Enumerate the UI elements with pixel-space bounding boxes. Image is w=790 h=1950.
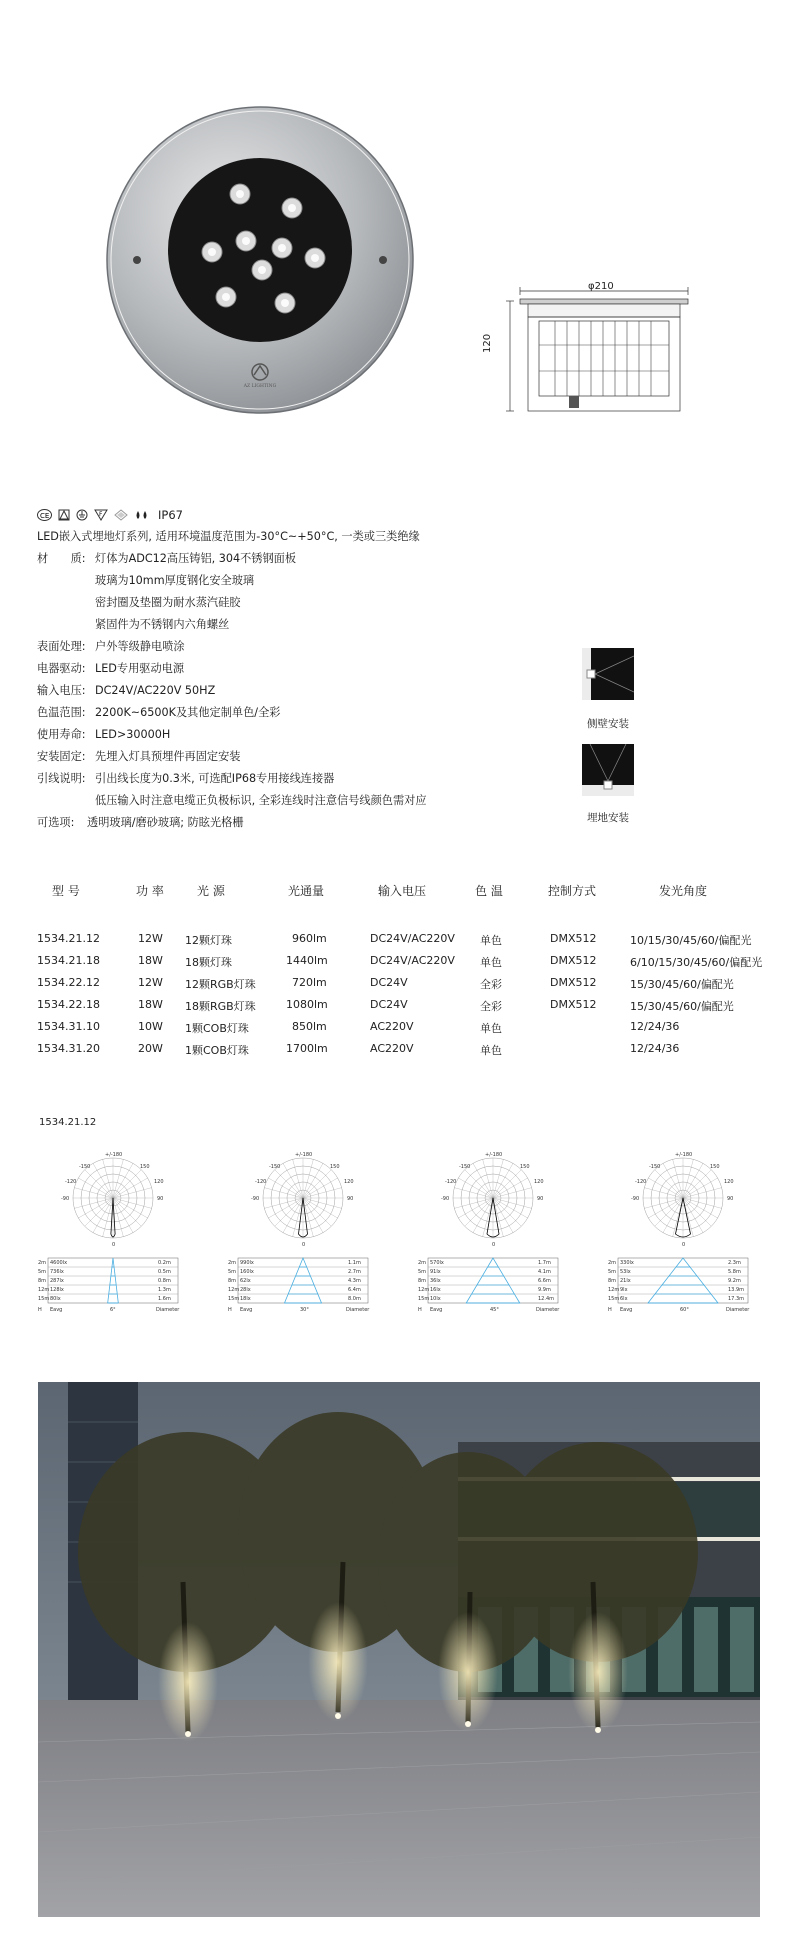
foot-d: Diameter bbox=[346, 1307, 370, 1313]
foot-d: Diameter bbox=[536, 1307, 560, 1313]
height-label: 2m bbox=[608, 1260, 617, 1266]
lux-value: 6lx bbox=[620, 1296, 628, 1302]
foot-h: H bbox=[228, 1307, 232, 1313]
height-label: 2m bbox=[228, 1260, 237, 1266]
cell-voltage: DC24V/AC220V bbox=[370, 954, 455, 967]
cell-power: 10W bbox=[138, 1020, 163, 1033]
spec-driver-label: 电器驱动: bbox=[37, 662, 86, 675]
diameter-value: 6.6m bbox=[538, 1278, 551, 1284]
polar-label: -120 bbox=[65, 1179, 77, 1185]
polar-label: 0 bbox=[302, 1242, 306, 1248]
polar-label: +/-180 bbox=[105, 1152, 123, 1158]
spec-surface-value: 户外等级静电喷涂 bbox=[95, 640, 185, 653]
spec-driver-value: LED专用驱动电源 bbox=[95, 662, 185, 675]
foot-e: Eavg bbox=[240, 1307, 253, 1313]
cell-power: 18W bbox=[138, 954, 163, 967]
polar-label: -150 bbox=[269, 1164, 281, 1170]
cell-control: DMX512 bbox=[550, 954, 597, 967]
height-label: 2m bbox=[418, 1260, 427, 1266]
diameter-value: 9.9m bbox=[538, 1287, 551, 1293]
cell-control: DMX512 bbox=[550, 998, 597, 1011]
plaza-pavement bbox=[38, 1700, 760, 1917]
height-label: 5m bbox=[418, 1269, 427, 1275]
ground-install-label: 埋地安装 bbox=[587, 812, 629, 824]
polar-label: -120 bbox=[445, 1179, 457, 1185]
spec-install-label: 安装固定: bbox=[37, 750, 86, 763]
lux-value: 21lx bbox=[620, 1278, 631, 1284]
polar-label: 150 bbox=[520, 1164, 530, 1170]
height-label: 12m bbox=[608, 1287, 620, 1293]
diamond-icon bbox=[114, 509, 128, 521]
height-label: 5m bbox=[608, 1269, 617, 1275]
cable-gland bbox=[569, 396, 579, 408]
foot-e: Eavg bbox=[620, 1307, 633, 1313]
f-mark-icon bbox=[94, 509, 108, 521]
cell-source: 12颗RGB灯珠 bbox=[185, 978, 256, 991]
lux-value: 990lx bbox=[240, 1260, 254, 1266]
lux-value: 28lx bbox=[240, 1287, 251, 1293]
cell-flux: 850lm bbox=[292, 1020, 327, 1033]
spec-options-label: 可选项: bbox=[37, 816, 75, 829]
diameter-value: 4.3m bbox=[348, 1278, 361, 1284]
wall-install-diagram bbox=[582, 648, 634, 700]
polar-label: 150 bbox=[140, 1164, 150, 1170]
height-label: 5m bbox=[228, 1269, 237, 1275]
diameter-value: 1.1m bbox=[348, 1260, 361, 1266]
spec-cct-label: 色温范围: bbox=[37, 706, 86, 719]
diameter-value: 2.7m bbox=[348, 1269, 361, 1275]
spec-material-line: 玻璃为10mm厚度钢化安全玻璃 bbox=[95, 574, 255, 587]
spec-intro: LED嵌入式埋地灯系列, 适用环境温度范围为-30°C~+50°C, 一类或三类绝缘 bbox=[37, 530, 420, 543]
svg-text:F: F bbox=[99, 511, 103, 518]
foot-h: H bbox=[38, 1307, 42, 1313]
lux-value: 160lx bbox=[240, 1269, 254, 1275]
photometric-diagram bbox=[228, 1148, 378, 1348]
polar-label: 120 bbox=[724, 1179, 734, 1185]
spec-material-line: 密封圈及垫圈为耐水蒸汽硅胶 bbox=[95, 596, 241, 609]
foot-d: Diameter bbox=[156, 1307, 180, 1313]
beam-cone bbox=[108, 1258, 119, 1303]
beam-angle: 45° bbox=[490, 1307, 499, 1313]
diameter-value: 1.7m bbox=[538, 1260, 551, 1266]
beam-cone bbox=[466, 1258, 520, 1303]
cell-beam: 10/15/30/45/60/偏配光 bbox=[630, 934, 752, 947]
diameter-value: 0.2m bbox=[158, 1260, 171, 1266]
cell-source: 1颗COB灯珠 bbox=[185, 1022, 249, 1035]
cell-cct: 单色 bbox=[480, 934, 502, 947]
height-label: 8m bbox=[38, 1278, 47, 1284]
cell-model: 1534.21.18 bbox=[37, 954, 100, 967]
cell-model: 1534.21.12 bbox=[37, 932, 100, 945]
col-header-control: 控制方式 bbox=[548, 884, 597, 898]
dimension-diameter: φ210 bbox=[588, 281, 614, 292]
polar-label: 0 bbox=[492, 1242, 496, 1248]
cell-model: 1534.31.20 bbox=[37, 1042, 100, 1055]
cell-model: 1534.22.12 bbox=[37, 976, 100, 989]
cell-power: 20W bbox=[138, 1042, 163, 1055]
beam-angle: 30° bbox=[300, 1307, 309, 1313]
foot-e: Eavg bbox=[430, 1307, 443, 1313]
polar-label: -120 bbox=[635, 1179, 647, 1185]
brand-logo-text: AZ LIGHTING bbox=[243, 384, 277, 389]
polar-label: 90 bbox=[157, 1196, 164, 1202]
polar-label: 120 bbox=[534, 1179, 544, 1185]
foot-h: H bbox=[608, 1307, 612, 1313]
spec-wire-note: 低压输入时注意电缆正负极标识, 全彩连线时注意信号线颜色需对应 bbox=[95, 794, 427, 807]
cell-source: 18颗RGB灯珠 bbox=[185, 1000, 256, 1013]
lux-value: 128lx bbox=[50, 1287, 64, 1293]
lux-value: 18lx bbox=[240, 1296, 251, 1302]
beam-angle: 6° bbox=[110, 1307, 116, 1313]
polar-label: +/-180 bbox=[295, 1152, 313, 1158]
height-label: 12m bbox=[418, 1287, 430, 1293]
cell-cct: 单色 bbox=[480, 1022, 502, 1035]
lux-value: 91lx bbox=[430, 1269, 441, 1275]
certification-row bbox=[37, 508, 183, 522]
cell-beam: 6/10/15/30/45/60/偏配光 bbox=[630, 956, 763, 969]
diameter-value: 13.9m bbox=[728, 1287, 745, 1293]
polar-label: -120 bbox=[255, 1179, 267, 1185]
polar-label: 90 bbox=[347, 1196, 354, 1202]
black-face-plate bbox=[168, 158, 352, 342]
diameter-value: 8.0m bbox=[348, 1296, 361, 1302]
beam-cone bbox=[648, 1258, 718, 1303]
ip-rating: IP67 bbox=[158, 508, 183, 522]
dimension-height: 120 bbox=[482, 333, 493, 353]
diameter-value: 12.4m bbox=[538, 1296, 555, 1302]
diameter-value: 17.3m bbox=[728, 1296, 745, 1302]
cell-power: 12W bbox=[138, 932, 163, 945]
cell-model: 1534.22.18 bbox=[37, 998, 100, 1011]
ground-icon bbox=[76, 509, 88, 521]
polar-label: -90 bbox=[61, 1196, 70, 1202]
diameter-value: 2.3m bbox=[728, 1260, 741, 1266]
svg-text:CE: CE bbox=[40, 512, 50, 520]
polar-label: 150 bbox=[710, 1164, 720, 1170]
lux-value: 80lx bbox=[50, 1296, 61, 1302]
cell-flux: 1080lm bbox=[286, 998, 328, 1011]
diameter-value: 0.5m bbox=[158, 1269, 171, 1275]
height-label: 5m bbox=[38, 1269, 47, 1275]
cell-source: 12颗灯珠 bbox=[185, 934, 232, 947]
lux-value: 330lx bbox=[620, 1260, 634, 1266]
diameter-value: 0.8m bbox=[158, 1278, 171, 1284]
cell-flux: 1700lm bbox=[286, 1042, 328, 1055]
col-header-source: 光 源 bbox=[197, 884, 225, 898]
cell-beam: 12/24/36 bbox=[630, 1020, 680, 1033]
polar-label: 90 bbox=[727, 1196, 734, 1202]
cell-cct: 单色 bbox=[480, 1044, 502, 1057]
spec-wire-label: 引线说明: bbox=[37, 772, 86, 785]
class3-icon bbox=[58, 509, 70, 521]
beam-cone bbox=[285, 1258, 322, 1303]
spec-surface-label: 表面处理: bbox=[37, 640, 86, 653]
height-label: 2m bbox=[38, 1260, 47, 1266]
spec-install-value: 先埋入灯具预埋件再固定安装 bbox=[95, 750, 241, 763]
col-header-cct: 色 温 bbox=[475, 884, 503, 898]
height-label: 15m bbox=[418, 1296, 430, 1302]
cell-power: 18W bbox=[138, 998, 163, 1011]
height-label: 8m bbox=[608, 1278, 617, 1284]
product-front-view bbox=[100, 100, 420, 420]
lux-value: 570lx bbox=[430, 1260, 444, 1266]
cell-flux: 1440lm bbox=[286, 954, 328, 967]
photometric-diagram bbox=[418, 1148, 568, 1348]
lux-value: 9lx bbox=[620, 1287, 628, 1293]
cell-beam: 15/30/45/60/偏配光 bbox=[630, 1000, 734, 1013]
cell-beam: 15/30/45/60/偏配光 bbox=[630, 978, 734, 991]
spec-voltage-label: 输入电压: bbox=[37, 684, 86, 697]
polar-label: 90 bbox=[537, 1196, 544, 1202]
cell-beam: 12/24/36 bbox=[630, 1042, 680, 1055]
ground-install-diagram bbox=[582, 744, 634, 796]
cell-voltage: AC220V bbox=[370, 1020, 414, 1033]
diameter-value: 6.4m bbox=[348, 1287, 361, 1293]
spec-options-value: 透明玻璃/磨砂玻璃; 防眩光格栅 bbox=[87, 816, 244, 829]
screw-right bbox=[379, 256, 387, 264]
lux-value: 10lx bbox=[430, 1296, 441, 1302]
droplets-icon bbox=[134, 509, 150, 521]
col-header-model: 型 号 bbox=[52, 884, 80, 898]
cell-voltage: DC24V/AC220V bbox=[370, 932, 455, 945]
diameter-value: 1.3m bbox=[158, 1287, 171, 1293]
spec-life-value: LED>30000H bbox=[95, 728, 171, 741]
polar-label: -150 bbox=[459, 1164, 471, 1170]
col-header-flux: 光通量 bbox=[288, 884, 325, 898]
height-label: 15m bbox=[228, 1296, 240, 1302]
ce-mark-icon bbox=[37, 509, 52, 521]
diameter-value: 4.1m bbox=[538, 1269, 551, 1275]
col-header-beam: 发光角度 bbox=[659, 884, 708, 898]
polar-label: 0 bbox=[112, 1242, 116, 1248]
spec-cct-value: 2200K~6500K及其他定制单色/全彩 bbox=[95, 706, 281, 719]
diameter-value: 1.6m bbox=[158, 1296, 171, 1302]
diameter-value: 9.2m bbox=[728, 1278, 741, 1284]
lux-value: 287lx bbox=[50, 1278, 64, 1284]
cell-flux: 960lm bbox=[292, 932, 327, 945]
spec-material-label: 材 质: bbox=[37, 552, 86, 565]
cell-voltage: DC24V bbox=[370, 976, 408, 989]
photometric-model-label: 1534.21.12 bbox=[39, 1117, 97, 1128]
col-header-voltage: 输入电压 bbox=[378, 884, 427, 898]
height-label: 15m bbox=[38, 1296, 50, 1302]
spec-wire-value: 引出线长度为0.3米, 可选配IP68专用接线连接器 bbox=[95, 772, 335, 785]
cell-control: DMX512 bbox=[550, 976, 597, 989]
polar-label: -90 bbox=[251, 1196, 260, 1202]
spec-material-line: 紧固件为不锈钢内六角螺丝 bbox=[95, 618, 230, 631]
polar-label: -90 bbox=[631, 1196, 640, 1202]
lux-value: 62lx bbox=[240, 1278, 251, 1284]
height-label: 8m bbox=[418, 1278, 427, 1284]
cell-voltage: DC24V bbox=[370, 998, 408, 1011]
polar-label: 150 bbox=[330, 1164, 340, 1170]
polar-label: 120 bbox=[154, 1179, 164, 1185]
cell-source: 1颗COB灯珠 bbox=[185, 1044, 249, 1057]
spec-life-label: 使用寿命: bbox=[37, 728, 86, 741]
cell-cct: 全彩 bbox=[480, 978, 502, 991]
spec-material-line: 灯体为ADC12高压铸铝, 304不锈钢面板 bbox=[95, 552, 297, 565]
cell-model: 1534.31.10 bbox=[37, 1020, 100, 1033]
cell-flux: 720lm bbox=[292, 976, 327, 989]
lux-value: 53lx bbox=[620, 1269, 631, 1275]
lux-value: 36lx bbox=[430, 1278, 441, 1284]
polar-label: 0 bbox=[682, 1242, 686, 1248]
height-label: 15m bbox=[608, 1296, 620, 1302]
polar-label: +/-180 bbox=[485, 1152, 503, 1158]
cell-power: 12W bbox=[138, 976, 163, 989]
beam-angle: 60° bbox=[680, 1307, 689, 1313]
lux-value: 4600lx bbox=[50, 1260, 68, 1266]
wall-install-label: 侧壁安装 bbox=[587, 718, 629, 730]
side-dimension-drawing bbox=[495, 285, 700, 420]
height-label: 8m bbox=[228, 1278, 237, 1284]
foot-e: Eavg bbox=[50, 1307, 63, 1313]
cell-source: 18颗灯珠 bbox=[185, 956, 232, 969]
cell-control: DMX512 bbox=[550, 932, 597, 945]
diameter-value: 5.8m bbox=[728, 1269, 741, 1275]
polar-label: -150 bbox=[649, 1164, 661, 1170]
photometric-diagram bbox=[38, 1148, 188, 1348]
foot-h: H bbox=[418, 1307, 422, 1313]
polar-label: -90 bbox=[441, 1196, 450, 1202]
photometric-diagram bbox=[608, 1148, 758, 1348]
lux-value: 16lx bbox=[430, 1287, 441, 1293]
cell-cct: 全彩 bbox=[480, 1000, 502, 1013]
polar-label: -150 bbox=[79, 1164, 91, 1170]
foot-d: Diameter bbox=[726, 1307, 750, 1313]
height-label: 12m bbox=[38, 1287, 50, 1293]
col-header-power: 功 率 bbox=[136, 884, 164, 898]
application-photo bbox=[38, 1382, 760, 1917]
spec-voltage-value: DC24V/AC220V 50HZ bbox=[95, 684, 216, 697]
cell-cct: 单色 bbox=[480, 956, 502, 969]
height-label: 12m bbox=[228, 1287, 240, 1293]
screw-left bbox=[133, 256, 141, 264]
lux-value: 736lx bbox=[50, 1269, 64, 1275]
cell-voltage: AC220V bbox=[370, 1042, 414, 1055]
polar-label: +/-180 bbox=[675, 1152, 693, 1158]
polar-label: 120 bbox=[344, 1179, 354, 1185]
